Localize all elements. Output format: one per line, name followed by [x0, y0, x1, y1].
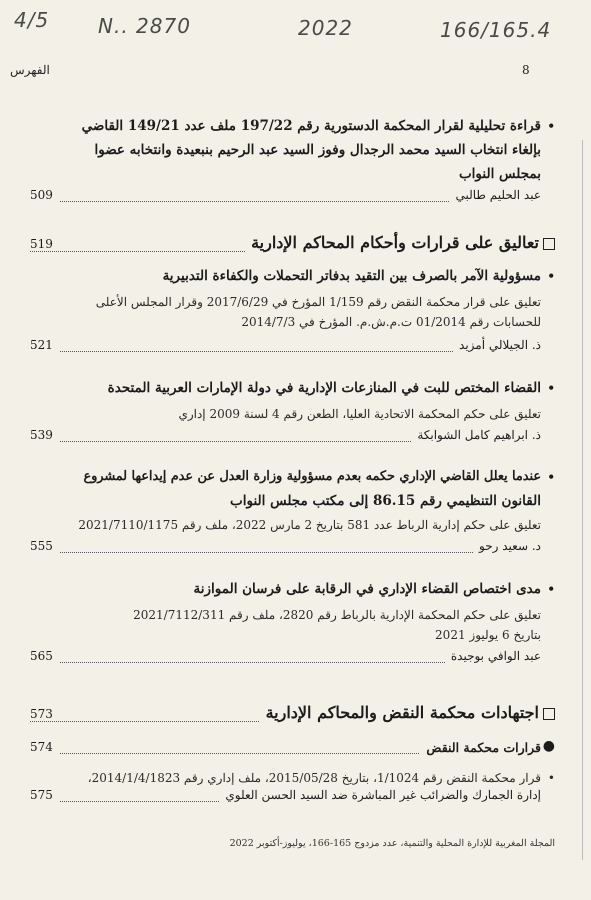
- section-page: 573: [30, 707, 59, 721]
- toc-entry: [30, 376, 555, 448]
- bullet-icon: •: [547, 771, 555, 785]
- entry-description: [30, 292, 555, 332]
- entry-title-line: القانون التنظيمي رقم 86.15 إلى مكتب مجلس النواب: [230, 493, 541, 509]
- author-row: [30, 649, 555, 669]
- entry-page: 539: [30, 428, 59, 442]
- entry-title-line: بمجلس النواب: [458, 166, 541, 182]
- author-row: [30, 428, 555, 448]
- leader-dots: [30, 552, 541, 553]
- bullet-icon: ●: [542, 738, 555, 754]
- bullet-icon: •: [547, 119, 555, 133]
- section-title: تعاليق على قرارات وأحكام المحاكم الإدارية: [245, 233, 539, 252]
- entry-description: [30, 515, 555, 535]
- entry-page: 565: [30, 649, 59, 663]
- entry-title-line: مدى اختصاص القضاء الإداري في الرقابة على فرسان الموازنة: [193, 581, 541, 597]
- entry-description: [30, 768, 555, 788]
- square-bullet-icon: [543, 238, 555, 250]
- entry-title-line: قراءة تحليلية لقرار المحكمة الدستورية رقم 197/22 ملف عدد 149/21 القاضي: [81, 118, 541, 134]
- toc-entry: [30, 264, 555, 358]
- entry-author: ذ. ابراهيم كامل الشوابكة: [411, 428, 541, 442]
- author-row: [30, 338, 555, 358]
- entry-author: د. سعيد رحو: [473, 539, 541, 553]
- entry-page: 521: [30, 338, 59, 352]
- subheading-title: قرارات محكمة النقض: [420, 740, 541, 755]
- entry-page: 509: [30, 188, 59, 202]
- entry-page: 575: [30, 788, 59, 802]
- square-bullet-icon: [543, 708, 555, 720]
- subheading-row: [30, 740, 555, 762]
- toc-entry: [30, 577, 555, 669]
- section-page: 519: [30, 237, 59, 251]
- section-heading: [30, 703, 555, 729]
- entry-author: ذ. الجيلالي أمزيد: [453, 338, 541, 352]
- entry-title: [30, 465, 555, 513]
- entry-description-line: تعليق على حكم المحكمة الاتحادية العليا، الطعن رقم 4 لسنة 2009 إداري: [178, 407, 541, 421]
- toc-entry: [30, 465, 555, 559]
- entry-description-line: تعليق على حكم المحكمة الإدارية بالرباط رقم 2820، ملف رقم 2021/7112/311: [133, 608, 541, 622]
- entry-description-line: إدارة الجمارك والضرائب غير المباشرة ضد السيد الحسن العلوي: [219, 788, 541, 802]
- bullet-icon: •: [547, 470, 555, 484]
- entry-description-line: تعليق على قرار محكمة النقض رقم 1/159 المؤرخ في 2017/6/29 وقرار المجلس الأعلى: [95, 295, 541, 309]
- toc-subheading: [30, 738, 555, 762]
- entry-title-line: مسؤولية الآمر بالصرف بين التقيد بدفاتر التحملات والكفاءة التدبيرية: [162, 268, 541, 284]
- entry-description-line: تعليق على حكم إدارية الرباط عدد 581 بتاريخ 2 مارس 2022، ملف رقم 2021/7110/1175: [78, 518, 541, 532]
- toc-entry: [30, 768, 555, 808]
- bullet-icon: •: [547, 582, 555, 596]
- section-heading: [30, 233, 555, 259]
- entry-title-line: بإلغاء انتخاب السيد محمد الرجدال وفوز السيد عبد الرحيم بنبعيدة وانتخابه عضوا: [94, 142, 541, 158]
- page-edge-line: [582, 140, 583, 860]
- entry-title: [30, 577, 555, 601]
- entry-description-line: بتاريخ 6 يوليوز 2021: [435, 628, 541, 642]
- entry-title: [30, 376, 555, 400]
- section-label: الفهرس: [10, 63, 50, 77]
- subheading-page: 574: [30, 740, 59, 754]
- entry-author: عبد الوافي بوجيدة: [445, 649, 541, 663]
- entry-title: [30, 264, 555, 288]
- entry-title-line: عندما يعلل القاضي الإداري حكمه بعدم مسؤولية وزارة العدل عن عدم إيداعها لمشروع: [83, 469, 541, 484]
- entry-description-line: قرار محكمة النقض رقم 1/1024، بتاريخ 2015/05/28، ملف إداري رقم 2014/1/4/1823،: [87, 771, 541, 785]
- author-row: [30, 788, 555, 808]
- entry-title: [30, 114, 555, 186]
- section-title: اجتهادات محكمة النقض والمحاكم الإدارية: [260, 703, 539, 722]
- journal-footer: المجلة المغربية للإدارة المحلية والتنمية، عدد مزدوج 165-166، يوليوز-أكتوبر 2022: [229, 838, 555, 849]
- bullet-icon: •: [547, 381, 555, 395]
- toc-entry: [30, 114, 555, 208]
- author-row: [30, 539, 555, 559]
- handwritten-code: N.. 2870: [98, 14, 191, 38]
- entry-description-line: للحسابات رقم 01/2014 ت.م.ش.م. المؤرخ في 2014/7/3: [241, 315, 541, 329]
- author-row: [30, 188, 555, 208]
- page-number: 8: [522, 63, 530, 77]
- handwritten-year: 2022: [298, 16, 353, 40]
- entry-page: 555: [30, 539, 59, 553]
- entry-description: [30, 404, 555, 424]
- handwritten-page-note: 4/5: [14, 8, 50, 32]
- entry-author: عبد الحليم طالبي: [449, 188, 541, 202]
- entry-description: [30, 605, 555, 645]
- handwritten-issue: 166/165.4: [440, 18, 552, 42]
- bullet-icon: •: [547, 269, 555, 283]
- entry-title-line: القضاء المختص للبت في المنازعات الإدارية في دولة الإمارات العربية المتحدة: [107, 380, 541, 396]
